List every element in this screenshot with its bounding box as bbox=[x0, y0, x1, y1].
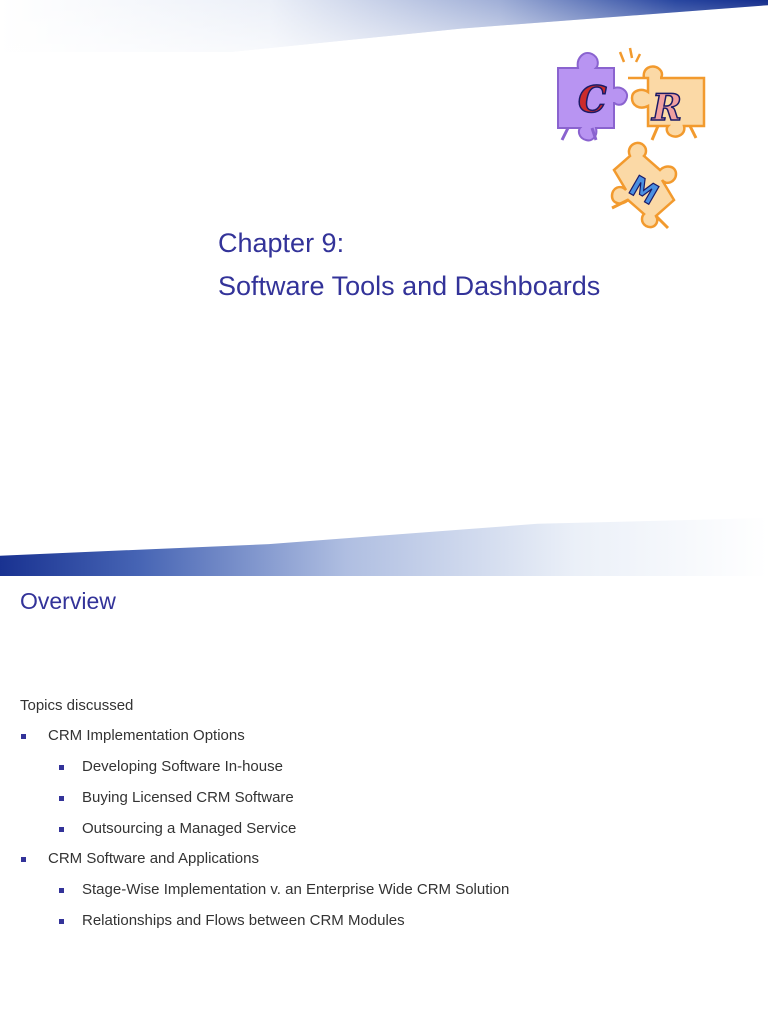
list-item bbox=[20, 728, 509, 744]
list-item bbox=[20, 851, 509, 867]
list-item bbox=[20, 790, 509, 806]
bullet-square-icon bbox=[21, 734, 26, 739]
logo-letter-r: R bbox=[652, 87, 682, 129]
topic-list bbox=[20, 728, 509, 929]
puzzle-piece-c-icon bbox=[558, 53, 627, 140]
puzzle-piece-r-icon bbox=[620, 48, 704, 140]
list-item bbox=[20, 821, 509, 837]
list-item-label: Buying Licensed CRM Software bbox=[82, 789, 294, 806]
puzzle-piece-m-icon bbox=[612, 143, 676, 228]
overview-title: Overview bbox=[20, 588, 116, 614]
logo-letter-m: M bbox=[623, 169, 665, 212]
bullet-square-icon bbox=[59, 919, 64, 924]
chapter-title bbox=[218, 222, 600, 308]
overview-content bbox=[20, 698, 509, 929]
bullet-square-icon bbox=[59, 765, 64, 770]
list-item bbox=[20, 882, 509, 898]
list-item-label: Developing Software In-house bbox=[82, 758, 283, 775]
bullet-square-icon bbox=[59, 796, 64, 801]
chapter-name: Software Tools and Dashboards bbox=[218, 271, 601, 301]
bullet-square-icon bbox=[59, 888, 64, 893]
bullet-square-icon bbox=[59, 827, 64, 832]
list-item bbox=[20, 759, 509, 775]
crm-puzzle-logo bbox=[548, 40, 718, 240]
list-item-label: Stage-Wise Implementation v. an Enterprise Wide CRM Solution bbox=[82, 881, 510, 898]
overview-slide bbox=[0, 576, 768, 1024]
list-item bbox=[20, 913, 509, 929]
bullet-square-icon bbox=[21, 857, 26, 862]
bottom-gradient-band bbox=[0, 518, 768, 576]
list-item-label: CRM Implementation Options bbox=[48, 727, 245, 744]
list-item-label: Relationships and Flows between CRM Modules bbox=[82, 912, 405, 929]
logo-letter-c: C bbox=[578, 79, 607, 121]
chapter-number: Chapter 9: bbox=[218, 228, 345, 258]
list-item-label: CRM Software and Applications bbox=[48, 850, 259, 867]
intro-text: Topics discussed bbox=[20, 697, 134, 714]
list-item-label: Outsourcing a Managed Service bbox=[82, 820, 297, 837]
